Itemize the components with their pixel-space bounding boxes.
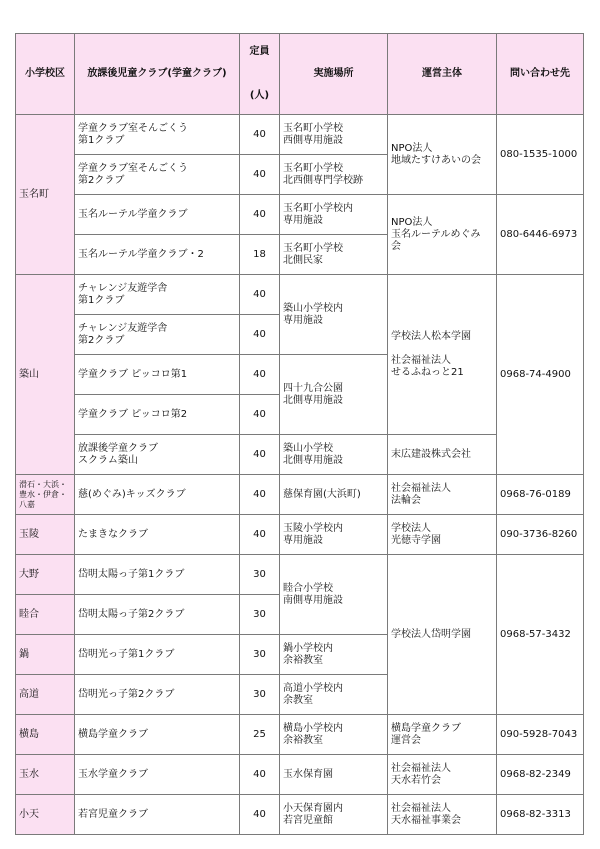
- club-cell: 玉名ルーテル学童クラブ: [75, 195, 240, 235]
- capacity-cell: 40: [240, 795, 280, 835]
- capacity-cell: 40: [240, 395, 280, 435]
- operator-cell: 学校法人 光徳寺学園: [388, 515, 497, 555]
- contact-cell: 0968-82-2349: [497, 755, 584, 795]
- location-cell: 玉名町小学校 西側専用施設: [280, 115, 388, 155]
- location-cell: 築山小学校 北側専用施設: [280, 435, 388, 475]
- operator-cell: 学校法人松本学園 社会福祉法人 せるふねっと21: [388, 275, 497, 435]
- header-operator: 運営主体: [388, 34, 497, 115]
- contact-cell: 0968-82-3313: [497, 795, 584, 835]
- location-cell: 小天保育園内 若宮児童館: [280, 795, 388, 835]
- header-club: 放課後児童クラブ(学童クラブ): [75, 34, 240, 115]
- location-cell: 玉名町小学校 北西側専門学校跡: [280, 155, 388, 195]
- location-cell: 四十九合公園 北側専用施設: [280, 355, 388, 435]
- operator-cell: 末広建設株式会社: [388, 435, 497, 475]
- club-cell: チャレンジ友遊学舎 第1クラブ: [75, 275, 240, 315]
- header-capacity-unit: (人): [249, 90, 270, 101]
- capacity-cell: 40: [240, 315, 280, 355]
- table-row: [16, 275, 584, 315]
- table-row: [16, 715, 584, 755]
- location-cell: 鍋小学校内 余裕教室: [280, 635, 388, 675]
- table-row: [16, 755, 584, 795]
- operator-cell: 学校法人岱明学園: [388, 555, 497, 715]
- area-cell: 大野: [16, 555, 75, 595]
- area-cell: 高道: [16, 675, 75, 715]
- header-area: 小学校区: [16, 34, 75, 115]
- header-capacity: [240, 34, 280, 115]
- capacity-cell: 40: [240, 515, 280, 555]
- capacity-cell: 40: [240, 115, 280, 155]
- area-cell: 玉水: [16, 755, 75, 795]
- club-cell: 放課後学童クラブ スクラム築山: [75, 435, 240, 475]
- after-school-club-table: [15, 33, 584, 835]
- location-cell: 横島小学校内 余裕教室: [280, 715, 388, 755]
- header-location: 実施場所: [280, 34, 388, 115]
- table-row: [16, 195, 584, 235]
- area-cell: 睦合: [16, 595, 75, 635]
- table-row: [16, 475, 584, 515]
- capacity-cell: 30: [240, 635, 280, 675]
- table-row: [16, 115, 584, 155]
- club-cell: 岱明太陽っ子第1クラブ: [75, 555, 240, 595]
- area-cell: 玉名町: [16, 115, 75, 275]
- capacity-cell: 30: [240, 555, 280, 595]
- club-cell: たまきなクラブ: [75, 515, 240, 555]
- location-cell: 睦合小学校 南側専用施設: [280, 555, 388, 635]
- club-cell: 岱明太陽っ子第2クラブ: [75, 595, 240, 635]
- club-cell: 岱明光っ子第2クラブ: [75, 675, 240, 715]
- operator-cell: NPO法人 地域たすけあいの会: [388, 115, 497, 195]
- club-cell: 学童クラブ室そんごくう 第2クラブ: [75, 155, 240, 195]
- operator-cell: 社会福祉法人 天水福祉事業会: [388, 795, 497, 835]
- club-cell: 岱明光っ子第1クラブ: [75, 635, 240, 675]
- location-cell: 築山小学校内 専用施設: [280, 275, 388, 355]
- capacity-cell: 40: [240, 755, 280, 795]
- area-cell: 鍋: [16, 635, 75, 675]
- area-cell: 小天: [16, 795, 75, 835]
- operator-cell: NPO法人 玉名ルーテルめぐみ 会: [388, 195, 497, 275]
- capacity-cell: 40: [240, 275, 280, 315]
- location-cell: 玉水保育園: [280, 755, 388, 795]
- capacity-cell: 30: [240, 595, 280, 635]
- club-cell: 学童クラブ ピッコロ第2: [75, 395, 240, 435]
- header-capacity-label: 定員: [249, 46, 270, 57]
- area-cell: 滑石・大浜・ 豊水・伊倉・ 八嘉: [16, 475, 75, 515]
- club-cell: 慈(めぐみ)キッズクラブ: [75, 475, 240, 515]
- club-cell: チャレンジ友遊学舎 第2クラブ: [75, 315, 240, 355]
- capacity-cell: 18: [240, 235, 280, 275]
- capacity-cell: 40: [240, 475, 280, 515]
- club-cell: 横島学童クラブ: [75, 715, 240, 755]
- contact-cell: 0968-74-4900: [497, 275, 584, 475]
- club-cell: 玉水学童クラブ: [75, 755, 240, 795]
- area-cell: 横島: [16, 715, 75, 755]
- club-cell: 玉名ルーテル学童クラブ・2: [75, 235, 240, 275]
- area-cell: 築山: [16, 275, 75, 475]
- contact-cell: 0968-76-0189: [497, 475, 584, 515]
- table-row: [16, 515, 584, 555]
- table-header-row: [16, 34, 584, 115]
- table-row: [16, 555, 584, 595]
- contact-cell: 0968-57-3432: [497, 555, 584, 715]
- club-cell: 若宮児童クラブ: [75, 795, 240, 835]
- contact-cell: 090-3736-8260: [497, 515, 584, 555]
- club-cell: 学童クラブ室そんごくう 第1クラブ: [75, 115, 240, 155]
- contact-cell: 090-5928-7043: [497, 715, 584, 755]
- club-cell: 学童クラブ ピッコロ第1: [75, 355, 240, 395]
- capacity-cell: 40: [240, 435, 280, 475]
- location-cell: 高道小学校内 余教室: [280, 675, 388, 715]
- operator-cell: 横島学童クラブ 運営会: [388, 715, 497, 755]
- area-cell: 玉陵: [16, 515, 75, 555]
- location-cell: 慈保育園(大浜町): [280, 475, 388, 515]
- location-cell: 玉名町小学校内 専用施設: [280, 195, 388, 235]
- header-contact: 問い合わせ先: [497, 34, 584, 115]
- table-row: [16, 795, 584, 835]
- capacity-cell: 25: [240, 715, 280, 755]
- location-cell: 玉陵小学校内 専用施設: [280, 515, 388, 555]
- capacity-cell: 40: [240, 155, 280, 195]
- capacity-cell: 30: [240, 675, 280, 715]
- capacity-cell: 40: [240, 355, 280, 395]
- contact-cell: 080-6446-6973: [497, 195, 584, 275]
- operator-cell: 社会福祉法人 天水若竹会: [388, 755, 497, 795]
- operator-cell: 社会福祉法人 法輪会: [388, 475, 497, 515]
- location-cell: 玉名町小学校 北側民家: [280, 235, 388, 275]
- contact-cell: 080-1535-1000: [497, 115, 584, 195]
- capacity-cell: 40: [240, 195, 280, 235]
